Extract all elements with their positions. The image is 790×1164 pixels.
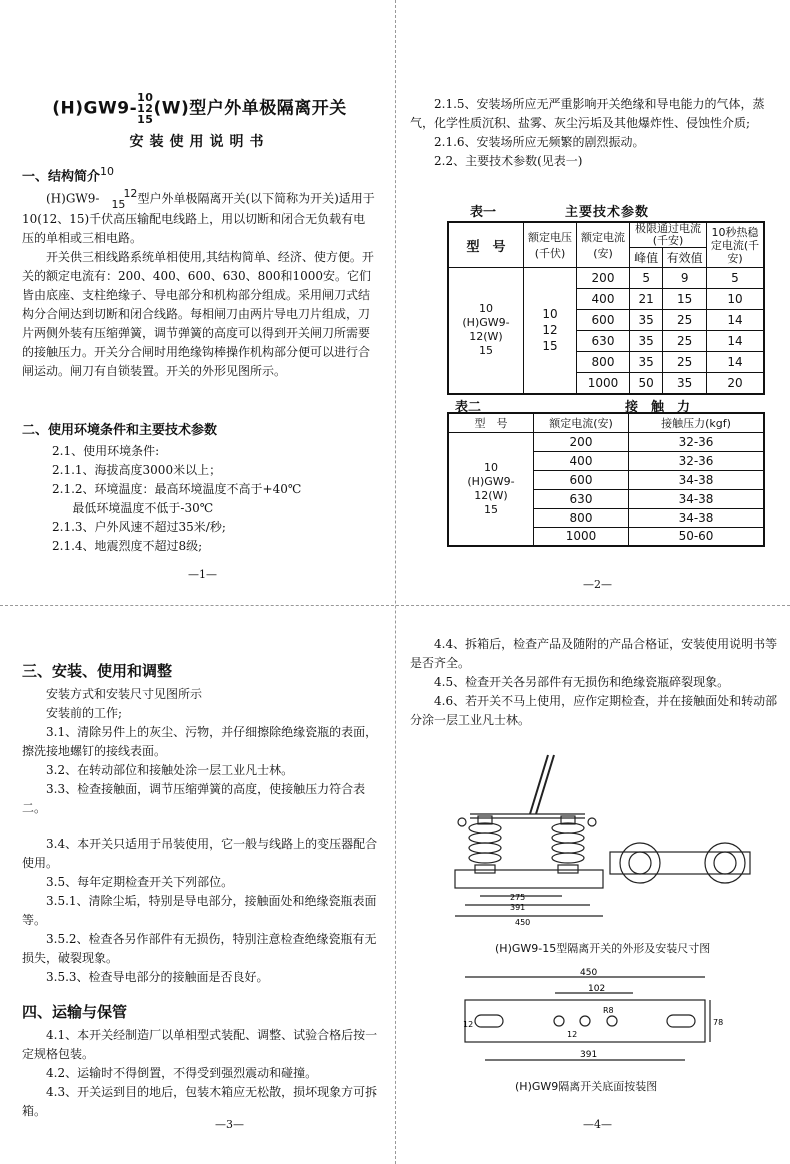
t1-cell: 9 bbox=[663, 268, 707, 289]
env-vibration: 2.1.6、安装场所应无频繁的剧烈振动。 bbox=[434, 135, 645, 149]
env-wind: 2.1.3、户外风速不超过35米/秒; bbox=[52, 520, 226, 535]
transport-4-2: 4.2、运输时不得倒置，不得受到强烈震动和碰撞。 bbox=[46, 1066, 318, 1080]
t1-head-voltage: 额定电压(千伏) bbox=[524, 222, 577, 268]
table-2-title: 接 触 力 bbox=[625, 400, 691, 415]
p1-frac-a: 12 bbox=[123, 187, 138, 201]
t1-model-cell bbox=[448, 268, 524, 394]
t1-cell: 10 bbox=[707, 289, 765, 310]
transport-4-4: 4.4、拆箱后，检查产品及随附的产品合格证，安装使用说明书等是否齐全。 bbox=[410, 637, 778, 670]
t2-cell: 630 bbox=[534, 489, 629, 508]
page-2 bbox=[410, 95, 780, 171]
dim-275: 275 bbox=[510, 893, 526, 902]
t1-model-c: 15 bbox=[479, 344, 493, 358]
document-subtitle: 安装使用说明书 bbox=[129, 134, 270, 150]
title-fraction bbox=[137, 92, 153, 125]
t1-volt-a: 10 bbox=[542, 307, 558, 322]
install-3-3: 3.3、检查接触面，调节压缩弹簧的高度，使接触压力符合表二。 bbox=[22, 782, 366, 815]
section-1-heading-text: 一、结构简介 bbox=[22, 169, 101, 185]
table-1 bbox=[447, 221, 765, 395]
dim-top-450: 450 bbox=[580, 968, 598, 978]
base-mounting-drawing bbox=[455, 965, 725, 1075]
t1-voltage-cell bbox=[524, 268, 577, 394]
dim-mid-102: 102 bbox=[588, 984, 606, 994]
t1-cell: 5 bbox=[707, 268, 765, 289]
page-3 bbox=[22, 648, 382, 1121]
t1-head-peak: 峰值 bbox=[630, 248, 663, 268]
switch-outline-drawing bbox=[440, 750, 780, 935]
t1-cell: 50 bbox=[630, 373, 663, 394]
t2-model-a: 10 bbox=[484, 460, 498, 474]
title-prefix: (H)GW9- bbox=[52, 98, 138, 119]
t2-cell: 400 bbox=[534, 451, 629, 470]
dim-mid-12: 12 bbox=[567, 1030, 578, 1039]
t1-model-a: 10 bbox=[479, 302, 493, 316]
t1-cell: 630 bbox=[577, 331, 630, 352]
page-4 bbox=[410, 635, 780, 730]
dim-450: 450 bbox=[515, 918, 531, 927]
t1-cell: 14 bbox=[707, 352, 765, 373]
t1-cell: 5 bbox=[630, 268, 663, 289]
install-3-2: 3.2、在转动部位和接触处涂一层工业凡士林。 bbox=[46, 763, 294, 777]
t1-head-peak-group: 极限通过电流(千安) bbox=[630, 222, 707, 248]
env-conditions: 2.1、使用环境条件: bbox=[52, 444, 160, 459]
t1-cell: 25 bbox=[663, 352, 707, 373]
t2-head-current: 额定电流(安) bbox=[534, 413, 629, 432]
t2-model-cell bbox=[448, 432, 534, 546]
install-3-5: 3.5、每年定期检查开关下列部位。 bbox=[46, 875, 234, 889]
t1-cell: 35 bbox=[630, 352, 663, 373]
title-frac-top: 10 bbox=[137, 91, 154, 104]
p1-frac-b: 15 bbox=[111, 198, 126, 212]
title-frac-bottom: 15 bbox=[137, 113, 154, 126]
page-number-3: —3— bbox=[215, 1118, 244, 1131]
t1-head-model: 型 号 bbox=[448, 222, 524, 268]
page-number-4: —4— bbox=[583, 1118, 612, 1131]
env-medium: 2.1.5、安装场所应无严重影响开关绝缘和导电能力的气体，蒸气，化学性质沉积、盐雾、灰尘污垢及其他爆炸性、侵蚀性介质; bbox=[410, 97, 765, 130]
t1-cell: 14 bbox=[707, 331, 765, 352]
t1-head-effective: 有效值 bbox=[663, 248, 707, 268]
table-1-title: 主要技术参数 bbox=[565, 205, 650, 220]
section-2-heading: 二、使用环境条件和主要技术参数 bbox=[22, 423, 218, 439]
t2-cell: 34-38 bbox=[629, 508, 765, 527]
section-1-frac: 10 bbox=[100, 165, 115, 178]
env-altitude: 2.1.1、海拔高度3000米以上； bbox=[52, 463, 222, 478]
install-3-4: 3.4、本开关只适用于吊装使用，它一般与线路上的变压器配合使用。 bbox=[22, 837, 378, 870]
t1-cell: 14 bbox=[707, 310, 765, 331]
t1-cell: 25 bbox=[663, 331, 707, 352]
paragraph-1-text: 型户外单极隔离开关(以下简称为开关)适用于10(12、15)千伏高压输配电线路上，用以切断和闭合无负载有电压的单相或三相电路。 bbox=[22, 191, 375, 246]
dim-bottom-391: 391 bbox=[580, 1050, 598, 1060]
t1-cell: 21 bbox=[630, 289, 663, 310]
install-prep: 安装前的工作; bbox=[46, 706, 123, 720]
section-4-heading: 四、运输与保管 bbox=[22, 1003, 128, 1021]
t1-cell: 15 bbox=[663, 289, 707, 310]
t2-cell: 50-60 bbox=[629, 527, 765, 546]
figure-1-caption: (H)GW9-15型隔离开关的外形及安装尺寸图 bbox=[495, 942, 711, 955]
transport-4-6: 4.6、若开关不马上使用，应作定期检查，并在接触面处和转动部分涂一层工业凡士林。 bbox=[410, 694, 778, 727]
t2-cell: 200 bbox=[534, 432, 629, 451]
section-1-heading bbox=[22, 162, 377, 186]
t2-cell: 600 bbox=[534, 470, 629, 489]
transport-4-1: 4.1、本开关经制造厂以单相型式装配、调整、试验合格后按一定规格包装。 bbox=[22, 1028, 378, 1061]
install-intro: 安装方式和安装尺寸见图所示 bbox=[46, 687, 203, 701]
t2-model-c: 15 bbox=[484, 502, 498, 516]
t1-cell: 200 bbox=[577, 268, 630, 289]
t1-cell: 35 bbox=[630, 310, 663, 331]
env-temp-min: 最低环境温度不低于-30℃ bbox=[72, 501, 214, 516]
document-title bbox=[22, 92, 377, 125]
title-suffix: (W)型户外单极隔离开关 bbox=[153, 98, 347, 119]
t1-cell: 35 bbox=[663, 373, 707, 394]
dim-left-12: 12 bbox=[463, 1020, 474, 1029]
dim-right-78: 78 bbox=[713, 1018, 724, 1027]
t1-cell: 35 bbox=[630, 331, 663, 352]
section-3-heading: 三、安装、使用和调整 bbox=[22, 662, 173, 680]
params-ref: 2.2、主要技术参数(见表一) bbox=[434, 154, 583, 168]
figure-2-caption: (H)GW9隔离开关底面按装图 bbox=[515, 1080, 658, 1093]
paragraph-1-fraction bbox=[99, 188, 137, 210]
t1-head-thermal: 10秒热稳定电流(千安) bbox=[707, 222, 765, 268]
t2-cell: 34-38 bbox=[629, 470, 765, 489]
t2-head-force: 接触压力(kgf) bbox=[629, 413, 765, 432]
title-frac-mid: 12 bbox=[137, 102, 154, 115]
install-3-5-3: 3.5.3、检查导电部分的接触面是否良好。 bbox=[46, 970, 269, 984]
install-3-1: 3.1、清除另件上的灰尘、污物，并仔细擦除绝缘瓷瓶的表面，擦洗接地螺钉的接线表面。 bbox=[22, 725, 378, 758]
page-number-1: —1— bbox=[188, 568, 217, 581]
t2-cell: 32-36 bbox=[629, 432, 765, 451]
t2-model-b: (H)GW9-12(W) bbox=[467, 474, 515, 502]
vertical-divider bbox=[395, 0, 396, 1164]
t1-cell: 800 bbox=[577, 352, 630, 373]
paragraph-1 bbox=[22, 188, 377, 248]
t1-model-b: (H)GW9-12(W) bbox=[462, 316, 510, 344]
t2-cell: 800 bbox=[534, 508, 629, 527]
t1-volt-c: 15 bbox=[542, 339, 558, 354]
env-temp-max: 2.1.2、环境温度：最高环境温度不高于+40℃ bbox=[52, 482, 302, 497]
t1-cell: 20 bbox=[707, 373, 765, 394]
table-2 bbox=[447, 412, 765, 547]
t1-volt-b: 12 bbox=[542, 323, 558, 338]
env-earthquake: 2.1.4、地震烈度不超过8级; bbox=[52, 539, 203, 554]
t2-cell: 32-36 bbox=[629, 451, 765, 470]
t1-cell: 1000 bbox=[577, 373, 630, 394]
paragraph-2: 开关供三相线路系统单相使用,其结构简单、经济、使方便。开关的额定电流有：200、400、600、630、800和1000安。它们皆由底座、支柱绝缘子、导电部分和机构部分组成。采用闸刀式结构分合闸达到切断和闭合线路。每相闸刀由两片导电刀片组成，刀片两侧外装有压缩弹簧，调节弹簧的高度可以得到开关闸刀所需要的接触压力。开关分合闸时用绝缘钩棒操作机构部分便可以进行合闸运动。闸刀有自锁装置。开关的外形见图所示。 bbox=[22, 250, 374, 379]
t1-cell: 400 bbox=[577, 289, 630, 310]
table-1-label: 表一 bbox=[470, 205, 497, 220]
horizontal-divider bbox=[0, 605, 790, 606]
t1-cell: 600 bbox=[577, 310, 630, 331]
t2-cell: 1000 bbox=[534, 527, 629, 546]
t1-cell: 25 bbox=[663, 310, 707, 331]
t1-head-current: 额定电流(安) bbox=[577, 222, 630, 268]
page-number-2: —2— bbox=[583, 578, 612, 591]
transport-4-3: 4.3、开关运到目的地后，包装木箱应无松散，损坏现象方可拆箱。 bbox=[22, 1085, 378, 1118]
table-2-label: 表二 bbox=[455, 400, 482, 415]
page-1 bbox=[22, 80, 377, 556]
install-3-5-1: 3.5.1、清除尘垢，特别是导电部分，接触面处和绝缘瓷瓶表面等。 bbox=[22, 894, 377, 927]
transport-4-5: 4.5、检查开关各另部件有无损伤和绝缘瓷瓶碎裂现象。 bbox=[434, 675, 730, 689]
t2-cell: 34-38 bbox=[629, 489, 765, 508]
paragraph-1-model: (H)GW9- bbox=[46, 191, 100, 206]
dim-391: 391 bbox=[510, 903, 526, 912]
dim-r8: R8 bbox=[603, 1006, 614, 1015]
install-3-5-2: 3.5.2、检查各另作部件有无损伤，特别注意检查绝缘瓷瓶有无损失，破裂现象。 bbox=[22, 932, 377, 965]
t2-head-model: 型 号 bbox=[448, 413, 534, 432]
